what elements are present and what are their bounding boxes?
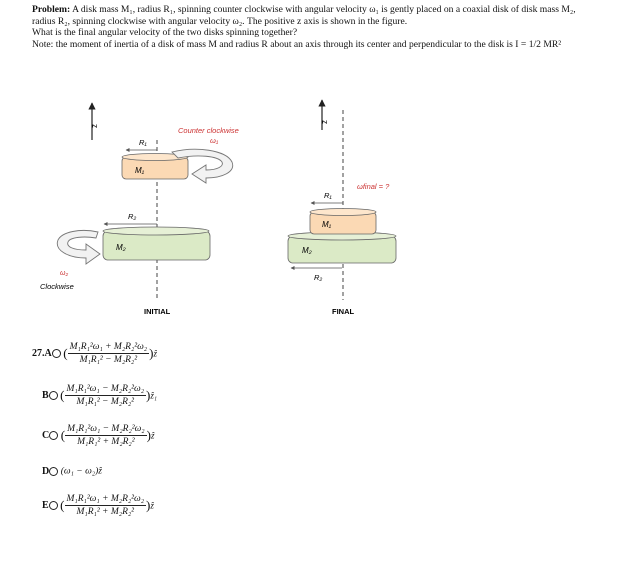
choice-b [42,384,157,407]
choice-b-suffix: ẑ₁ [150,390,158,401]
choice-a-denominator: M₁R₁² − M₂R₂² [79,355,138,365]
choice-a-fraction [68,342,150,365]
final-z-label: z [320,120,329,124]
choice-b-numerator: M₁R₁²ω₁ − M₂R₂²ω₂ [66,384,145,394]
choice-e [42,494,154,517]
choice-e-fraction [65,494,147,517]
choice-e-paren-close: ) [146,497,151,513]
choice-a [32,342,157,365]
final-r1-label: R₁ [324,191,332,200]
choice-b-fraction [65,384,147,407]
final-r2-label: R₂ [314,273,323,282]
choice-e-suffix: ẑ [150,500,154,511]
choice-a-letter: A [44,347,52,359]
choice-c-paren-close: ) [146,427,151,443]
choice-b-letter: B [42,389,49,401]
choice-a-radio[interactable] [52,349,61,358]
omega2-label: ω₂ [60,270,69,277]
problem-text-2: What is the final angular velocity of the two disks spinning together? [32,27,298,39]
problem-heading: Problem: [32,4,71,15]
final-caption: FINAL [332,307,355,316]
choice-a-numerator: M₁R₁²ω₁ + M₂R₂²ω₂ [69,342,148,352]
choice-e-numerator: M₁R₁²ω₁ + M₂R₂²ω₂ [66,494,145,504]
choice-c-suffix: ẑ [150,430,155,441]
choice-d-expression: (ω₁ − ω₂)ẑ [60,466,102,477]
choice-b-denominator: M₁R₁² − M₂R₂² [76,397,135,407]
problem-text-1: A disk mass M₁, radius R₁, spinning counter clockwise with angular velocity ω₁ is gently placed on a coaxial disk of disk mass M₂, radius R₂, spinning clockwise with angular velocity ω₂. The positive z axis is shown in the figure. [32,4,576,27]
choice-c [42,424,154,447]
choice-b-paren-close: ) [146,387,151,403]
initial-m2-label: M₂ [116,243,126,252]
choice-a-paren-close: ) [149,345,154,361]
final-top-disk [310,209,376,235]
choice-a-paren: ( [63,345,68,361]
final-m1-label: M₁ [322,220,332,229]
choice-d-radio[interactable] [49,467,58,476]
choice-c-numerator: M₁R₁²ω₁ − M₂R₂²ω₂ [67,424,145,434]
ccw-label: Counter clockwise [178,126,239,135]
choice-c-radio[interactable] [49,431,58,440]
omega-final-label: ωfinal = ? [357,182,390,191]
choice-d-letter: D [42,466,50,477]
choice-c-paren: ( [60,427,66,443]
choice-e-denominator: M₁R₁² + M₂R₂² [76,507,135,517]
choice-a-suffix: ẑ [153,348,157,359]
problem-text-3: Note: the moment of inertia of a disk of mass M and radius R about an axis through its center and perpendicular to the disk is I = 1/2 MR² [32,38,562,50]
initial-m1-label: M₁ [135,166,145,175]
initial-caption: INITIAL [144,307,171,316]
choice-e-letter: E [42,499,49,511]
choice-d [42,466,102,477]
initial-z-label: z [90,124,99,128]
choice-c-denominator: M₁R₁² + M₂R₂² [77,437,135,447]
question-number: 27. [32,347,45,359]
choice-c-fraction [65,424,147,447]
final-m2-label: M₂ [302,246,312,255]
cw-arrow-icon [57,230,100,264]
choice-c-letter: C [42,429,50,441]
omega1-label: ω₁ [210,136,219,145]
choice-e-radio[interactable] [49,501,58,510]
choice-b-radio[interactable] [49,391,58,400]
initial-r2-label: R₂ [128,212,137,221]
initial-r1-label: R₁ [139,138,147,147]
cw-label: Clockwise [40,282,74,291]
choice-b-paren: ( [60,387,65,403]
choice-e-paren: ( [60,497,65,513]
